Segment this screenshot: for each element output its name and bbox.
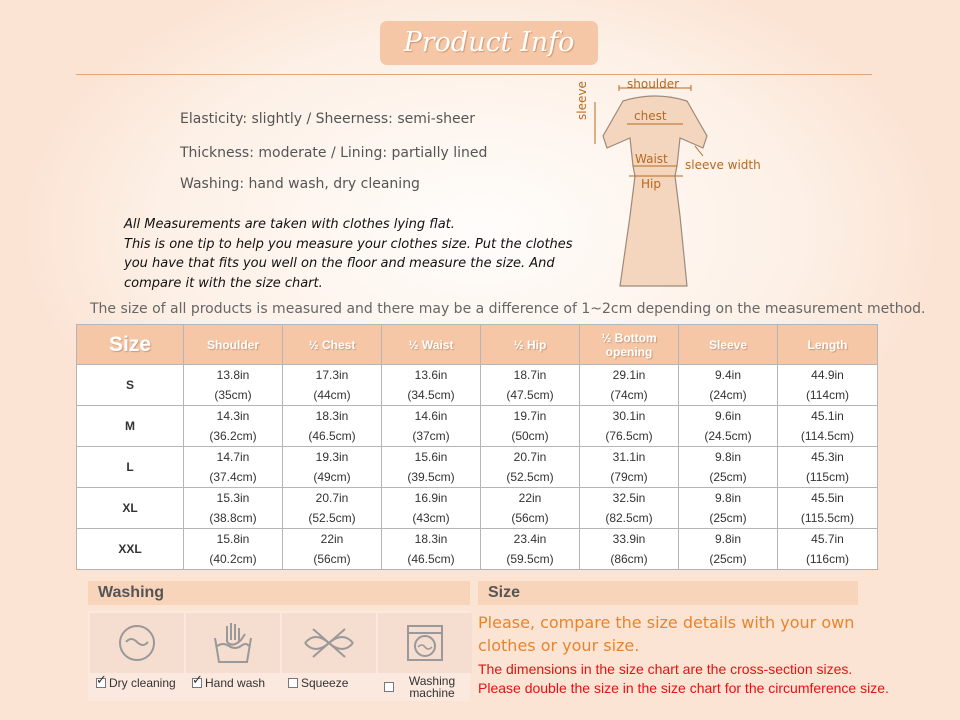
measurement-inches: 14.6in bbox=[414, 409, 448, 423]
measurement-inches: 18.3in bbox=[414, 532, 448, 546]
squeeze-symbol bbox=[282, 613, 376, 673]
top-divider bbox=[76, 74, 872, 75]
dry-cleaning-label: Dry cleaning bbox=[109, 676, 176, 690]
hand-wash-checkbox[interactable] bbox=[192, 678, 202, 688]
measurement-centimeters: (116cm) bbox=[805, 552, 850, 566]
measurement-cell bbox=[481, 406, 580, 447]
measurement-cell bbox=[283, 488, 382, 529]
measurement-cell bbox=[679, 529, 778, 570]
measurement-inches: 19.3in bbox=[315, 450, 349, 464]
measurement-centimeters: (46.5cm) bbox=[308, 429, 356, 443]
size-compare-line: clothes or your size. bbox=[478, 636, 640, 655]
size-chart-table bbox=[76, 324, 878, 570]
measurement-inches: 23.4in bbox=[513, 532, 547, 546]
diagram-label-shoulder: shoulder bbox=[627, 77, 680, 91]
measurement-cell bbox=[184, 529, 283, 570]
header-half-chest: ½ Chest bbox=[283, 325, 382, 365]
washing-machine-icon bbox=[405, 623, 445, 663]
measurement-cell bbox=[679, 488, 778, 529]
measurement-inches: 20.7in bbox=[513, 450, 547, 464]
measurement-centimeters: (52.5cm) bbox=[308, 511, 356, 525]
measurement-cell bbox=[382, 406, 481, 447]
measurement-centimeters: (82.5cm) bbox=[605, 511, 653, 525]
measurement-centimeters: (79cm) bbox=[610, 470, 648, 484]
measurement-cell bbox=[679, 447, 778, 488]
measurement-centimeters: (34.5cm) bbox=[407, 388, 455, 402]
measurement-centimeters: (74cm) bbox=[610, 388, 648, 402]
measurement-centimeters: (37cm) bbox=[412, 429, 450, 443]
size-label-cell: XXL bbox=[77, 529, 184, 570]
measurement-inches: 15.3in bbox=[216, 491, 250, 505]
measurement-centimeters: (47.5cm) bbox=[506, 388, 554, 402]
header-half-bottom-opening: ½ Bottom opening bbox=[580, 325, 679, 365]
table-row bbox=[77, 406, 878, 447]
measurement-cell bbox=[481, 529, 580, 570]
measurement-cell bbox=[580, 529, 679, 570]
measurement-inches: 45.5in bbox=[811, 491, 844, 505]
measurement-cell bbox=[481, 365, 580, 406]
size-label-cell: M bbox=[77, 406, 184, 447]
measurement-cell bbox=[283, 365, 382, 406]
cross-section-note: The dimensions in the size chart are the cross-section sizes. bbox=[478, 661, 853, 677]
measurement-difference-note: The size of all products is measured and there may be a difference of 1~2cm depending on the measurement method. bbox=[90, 301, 926, 317]
diagram-label-sleeve: sleeve bbox=[575, 81, 589, 120]
measurement-inches: 29.1in bbox=[612, 368, 646, 382]
measurement-centimeters: (49cm) bbox=[313, 470, 351, 484]
measurement-cell bbox=[778, 365, 878, 406]
measurement-cell bbox=[184, 406, 283, 447]
measurement-centimeters: (24.5cm) bbox=[704, 429, 752, 443]
measurement-centimeters: (52.5cm) bbox=[506, 470, 554, 484]
hand-wash-label: Hand wash bbox=[205, 676, 266, 690]
table-row bbox=[77, 447, 878, 488]
size-label-cell: XL bbox=[77, 488, 184, 529]
measurement-cell bbox=[283, 447, 382, 488]
diagram-label-waist: Waist bbox=[635, 152, 668, 166]
measurement-inches: 45.7in bbox=[811, 532, 844, 546]
measurement-inches: 15.8in bbox=[216, 532, 250, 546]
measurement-cell bbox=[778, 488, 878, 529]
measurement-inches: 33.9in bbox=[612, 532, 646, 546]
measurement-centimeters: (59.5cm) bbox=[506, 552, 554, 566]
header-shoulder: Shoulder bbox=[184, 325, 283, 365]
measurement-centimeters: (39.5cm) bbox=[407, 470, 455, 484]
measurement-centimeters: (36.2cm) bbox=[209, 429, 257, 443]
header-half-waist: ½ Waist bbox=[382, 325, 481, 365]
measurement-centimeters: (115cm) bbox=[805, 470, 850, 484]
measurement-centimeters: (50cm) bbox=[511, 429, 549, 443]
attribute-elasticity: Elasticity: slightly / Sheerness: semi-sheer bbox=[180, 111, 475, 127]
measurement-inches: 9.4in bbox=[714, 368, 742, 382]
measurement-inches: 18.3in bbox=[315, 409, 349, 423]
measurement-centimeters: (40.2cm) bbox=[209, 552, 257, 566]
measurement-centimeters: (44cm) bbox=[313, 388, 351, 402]
note-line: All Measurements are taken with clothes lying flat. bbox=[124, 217, 455, 232]
dry-cleaning-symbol bbox=[90, 613, 184, 673]
measurement-inches: 22in bbox=[518, 491, 542, 505]
measurement-inches: 9.8in bbox=[714, 532, 742, 546]
measurement-cell bbox=[580, 447, 679, 488]
measurement-centimeters: (25cm) bbox=[709, 470, 747, 484]
washing-machine-checkbox[interactable] bbox=[384, 682, 394, 692]
measurement-cell bbox=[481, 447, 580, 488]
size-compare-text bbox=[478, 611, 878, 657]
do-not-wring-icon bbox=[301, 623, 357, 663]
note-line: This is one tip to help you measure your clothes size. Put the clothes bbox=[124, 236, 573, 252]
measurement-inches: 9.8in bbox=[714, 450, 742, 464]
size-label-cell: L bbox=[77, 447, 184, 488]
washing-machine-label: Washing machine bbox=[408, 674, 456, 700]
size-compare-line: Please, compare the size details with your own bbox=[478, 613, 855, 632]
measurement-cell bbox=[679, 406, 778, 447]
measurement-note bbox=[124, 215, 574, 293]
measurement-cell bbox=[778, 406, 878, 447]
measurement-cell bbox=[481, 488, 580, 529]
measurement-inches: 9.8in bbox=[714, 491, 742, 505]
table-row bbox=[77, 488, 878, 529]
measurement-cell bbox=[184, 365, 283, 406]
measurement-cell bbox=[679, 365, 778, 406]
measurement-centimeters: (115.5cm) bbox=[800, 511, 855, 525]
measurement-inches: 30.1in bbox=[612, 409, 646, 423]
measurement-inches: 13.6in bbox=[414, 368, 448, 382]
measurement-centimeters: (46.5cm) bbox=[407, 552, 455, 566]
measurement-cell bbox=[580, 488, 679, 529]
measurement-inches: 44.9in bbox=[811, 368, 844, 382]
measurement-cell bbox=[382, 447, 481, 488]
measurement-cell bbox=[184, 488, 283, 529]
header-sleeve: Sleeve bbox=[679, 325, 778, 365]
table-row bbox=[77, 365, 878, 406]
measurement-centimeters: (56cm) bbox=[511, 511, 549, 525]
size-label-cell: S bbox=[77, 365, 184, 406]
diagram-label-hip: Hip bbox=[641, 177, 661, 191]
measurement-inches: 45.3in bbox=[811, 450, 844, 464]
measurement-cell bbox=[283, 406, 382, 447]
measurement-inches: 22in bbox=[320, 532, 344, 546]
measurement-centimeters: (86cm) bbox=[610, 552, 648, 566]
measurement-centimeters: (76.5cm) bbox=[605, 429, 653, 443]
measurement-inches: 14.3in bbox=[216, 409, 250, 423]
measurement-cell bbox=[184, 447, 283, 488]
table-header-row bbox=[77, 325, 878, 365]
measurement-inches: 19.7in bbox=[513, 409, 547, 423]
measurement-inches: 18.7in bbox=[513, 368, 547, 382]
dry-cleaning-checkbox[interactable] bbox=[96, 678, 106, 688]
attribute-thickness: Thickness: moderate / Lining: partially lined bbox=[180, 145, 488, 161]
measurement-centimeters: (56cm) bbox=[313, 552, 351, 566]
measurement-centimeters: (24cm) bbox=[709, 388, 747, 402]
table-row bbox=[77, 529, 878, 570]
hand-wash-symbol bbox=[186, 613, 280, 673]
measurement-cell bbox=[778, 529, 878, 570]
measurement-centimeters: (114.5cm) bbox=[800, 429, 855, 443]
measurement-cell bbox=[382, 488, 481, 529]
measurement-cell bbox=[580, 406, 679, 447]
header-half-hip: ½ Hip bbox=[481, 325, 580, 365]
washing-option-hand-wash[interactable] bbox=[192, 676, 265, 690]
size-section-header: Size bbox=[478, 581, 858, 605]
measurement-cell bbox=[580, 365, 679, 406]
table-divider bbox=[76, 569, 878, 570]
measurement-inches: 14.7in bbox=[216, 450, 250, 464]
attribute-washing: Washing: hand wash, dry cleaning bbox=[180, 176, 420, 192]
note-line: compare it with the size chart. bbox=[124, 275, 323, 291]
measurement-centimeters: (38.8cm) bbox=[209, 511, 257, 525]
measurement-inches: 32.5in bbox=[612, 491, 646, 505]
measurement-inches: 16.9in bbox=[414, 491, 448, 505]
header-size: Size bbox=[77, 325, 184, 365]
hand-wash-icon bbox=[209, 620, 257, 666]
measurement-centimeters: (35cm) bbox=[214, 388, 252, 402]
measurement-inches: 31.1in bbox=[612, 450, 646, 464]
measurement-inches: 15.6in bbox=[414, 450, 448, 464]
measurement-centimeters: (43cm) bbox=[412, 511, 450, 525]
measurement-inches: 20.7in bbox=[315, 491, 349, 505]
circumference-note: Please double the size in the size chart for the circumference size. bbox=[478, 680, 889, 696]
measurement-cell bbox=[382, 529, 481, 570]
washing-machine-symbol bbox=[378, 613, 472, 673]
washing-option-washing-machine[interactable] bbox=[384, 675, 464, 699]
measurement-cell bbox=[382, 365, 481, 406]
measurement-centimeters: (114cm) bbox=[805, 388, 850, 402]
measurement-inches: 13.8in bbox=[216, 368, 250, 382]
measurement-inches: 9.6in bbox=[714, 409, 742, 423]
measurement-inches: 17.3in bbox=[315, 368, 349, 382]
measurement-centimeters: (25cm) bbox=[709, 552, 747, 566]
measurement-centimeters: (37.4cm) bbox=[209, 470, 257, 484]
washing-option-dry-cleaning[interactable] bbox=[96, 676, 176, 690]
measurement-cell bbox=[283, 529, 382, 570]
squeeze-checkbox[interactable] bbox=[288, 678, 298, 688]
squeeze-label: Squeeze bbox=[301, 676, 349, 690]
washing-option-squeeze[interactable] bbox=[288, 676, 348, 690]
header-length: Length bbox=[778, 325, 878, 365]
measurement-inches: 45.1in bbox=[811, 409, 844, 423]
diagram-label-chest: chest bbox=[634, 109, 667, 123]
dress-illustration bbox=[575, 76, 775, 296]
dry-cleaning-icon bbox=[115, 621, 159, 665]
measurement-cell bbox=[778, 447, 878, 488]
page-title: Product Info bbox=[380, 21, 598, 65]
measurement-centimeters: (25cm) bbox=[709, 511, 747, 525]
diagram-label-sleeve-width: sleeve width bbox=[685, 158, 761, 172]
washing-section-header: Washing bbox=[88, 581, 470, 605]
dress-measurement-diagram bbox=[575, 76, 775, 296]
note-line: you have that fits you well on the floor and measure the size. And bbox=[124, 256, 555, 271]
